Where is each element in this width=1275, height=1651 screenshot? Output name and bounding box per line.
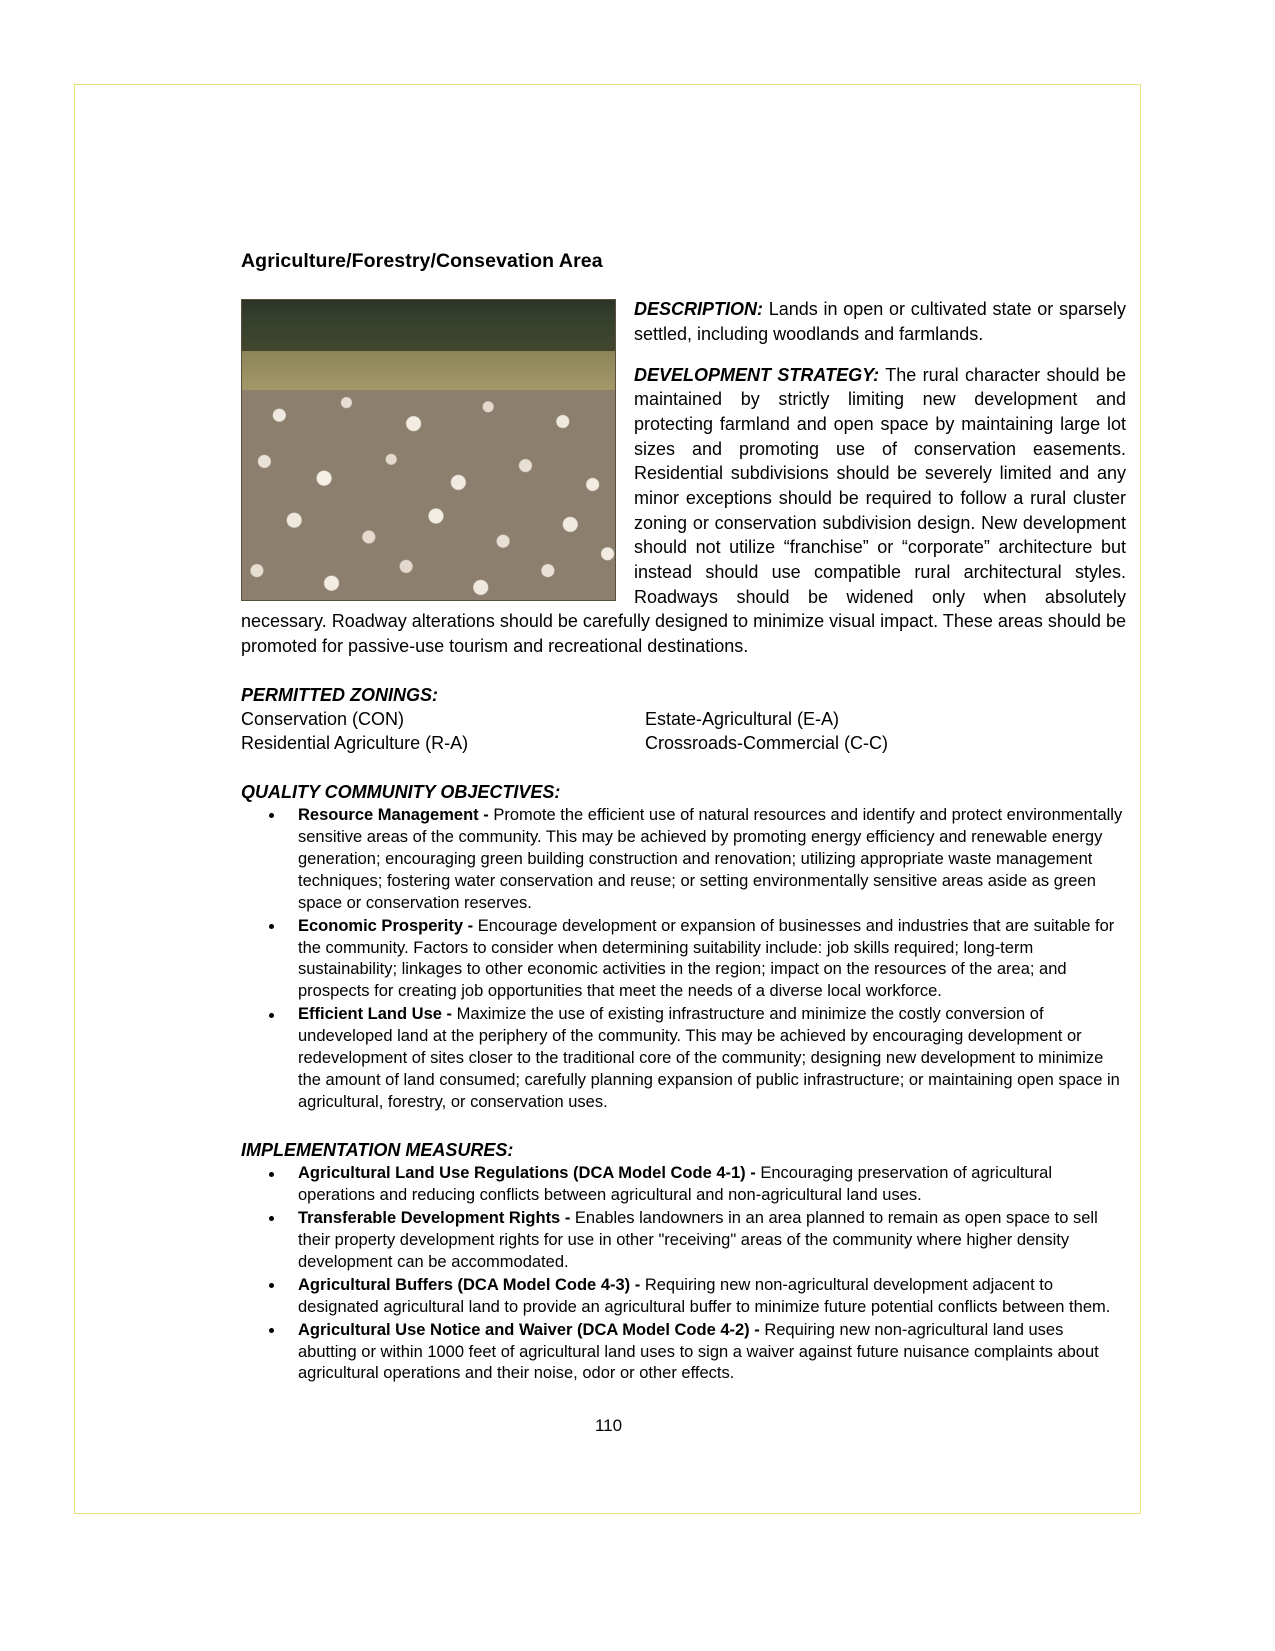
- measure-term: Transferable Development Rights -: [298, 1208, 575, 1227]
- measure-text: Requiring new non-agricultural development adjacent to designated agricultural land to provide an agricultural buffer to minimize future potential conflicts between them.: [298, 1275, 1111, 1316]
- photo-treeline: [242, 318, 615, 354]
- objective-text: Encourage development or expansion of businesses and industries that are suitable for the community. Factors to consider when determining suitability include: job skills required; long-term sustainability; linkages to other economic activities in the region; impact on the resources of the area; and prospects for creating job opportunities that meet the needs of a diverse local workforce.: [298, 916, 1115, 1001]
- zoning-estate-agricultural: Estate-Agricultural (E-A): [645, 708, 840, 729]
- quality-community-objectives-heading: QUALITY COMMUNITY OBJECTIVES:: [241, 781, 561, 802]
- page-content: [241, 250, 1126, 1386]
- description-label: DESCRIPTION:: [634, 299, 764, 320]
- permitted-zonings-heading: PERMITTED ZONINGS:: [241, 684, 438, 705]
- objective-text: Maximize the use of existing infrastructure and minimize the costly conversion of undeveloped land at the periphery of the community. This may be achieved by encouraging development or redevelopment of sites closer to the traditional core of the community; designing new development to minimize the amount of land consumed; carefully planning expansion of public infrastructure; or maintaining open space in agricultural, forestry, or conservation uses.: [298, 1005, 1120, 1112]
- bullet-icon: [269, 1013, 274, 1018]
- page-title: Agriculture/Forestry/Consevation Area: [241, 250, 603, 272]
- objective-term: Resource Management -: [298, 805, 494, 824]
- page-border-frame: [74, 84, 1141, 1514]
- bullet-icon: [269, 924, 274, 929]
- quality-community-objectives-list: [241, 805, 1126, 1114]
- measure-term: Agricultural Use Notice and Waiver (DCA Model Code 4-2) -: [298, 1320, 765, 1339]
- list-item: [241, 1275, 1126, 1319]
- list-item: [241, 1320, 1126, 1386]
- bullet-icon: [269, 1328, 274, 1333]
- development-strategy-text: The rural character should be maintained by strictly limiting new development and protecting farmland and open space by maintaining large lot sizes and promoting use of conservation easements. Residential subdivisions should be severely limited and any minor exceptions should be required to follow a rural cluster zoning or conservation subdivision design. New development should not utilize “franchise” or “corporate” architecture but instead should use compatible rural architectural styles. Roadways should be widened only when absolutely necessary. Roadway alterations should be carefully designed to minimize visual impact. These areas should be promoted for passive-use tourism and recreational destinations.: [241, 364, 1126, 656]
- page-number: 110: [594, 1416, 623, 1435]
- permitted-zonings-list: [241, 707, 1126, 756]
- measure-text: Enables landowners in an area planned to remain as open space to sell their property development rights for use in other "receiving" areas of the community where higher density development can be accommodated.: [298, 1208, 1098, 1271]
- measure-term: Agricultural Land Use Regulations (DCA Model Code 4-1) -: [298, 1164, 761, 1183]
- objective-term: Efficient Land Use -: [298, 1005, 457, 1024]
- cotton-field-photo: [241, 299, 616, 601]
- list-item: [241, 805, 1126, 915]
- measure-term: Agricultural Buffers (DCA Model Code 4-3) -: [298, 1275, 645, 1294]
- photo-cotton-rows: [242, 390, 615, 600]
- bullet-icon: [269, 1216, 274, 1221]
- zoning-residential-agriculture: Residential Agriculture (R-A): [241, 733, 469, 754]
- list-item: [241, 1208, 1126, 1274]
- implementation-measures-heading: IMPLEMENTATION MEASURES:: [241, 1140, 514, 1161]
- list-item: [241, 1163, 1126, 1207]
- objective-term: Economic Prosperity -: [298, 916, 478, 935]
- description-text: Lands in open or cultivated state or sparsely settled, including woodlands and farmlands.: [634, 299, 1126, 345]
- list-item: [241, 916, 1126, 1004]
- measure-text: Encouraging preservation of agricultural operations and reducing conflicts between agricultural and non-agricultural land uses.: [298, 1164, 1053, 1204]
- zoning-crossroads-commercial: Crossroads-Commercial (C-C): [645, 733, 889, 754]
- list-item: [241, 1004, 1126, 1114]
- bullet-icon: [269, 1172, 274, 1177]
- zoning-row: [241, 707, 1126, 732]
- development-strategy-label: DEVELOPMENT STRATEGY:: [634, 364, 880, 385]
- zoning-conservation: Conservation (CON): [241, 708, 405, 729]
- zoning-row: [241, 731, 1126, 756]
- intro-text-block: [241, 297, 1126, 658]
- implementation-measures-list: [241, 1163, 1126, 1385]
- measure-text: Requiring new non-agricultural land uses abutting or within 1000 feet of agricultural land uses to sign a waiver against future nuisance complaints about agricultural operations and their noise, odor or other effects.: [298, 1320, 1099, 1383]
- bullet-icon: [269, 1283, 274, 1288]
- bullet-icon: [269, 813, 274, 818]
- objective-text: Promote the efficient use of natural resources and identify and protect environmentally sensitive areas of the community. This may be achieved by promoting energy efficiency and renewable energy generation; encouraging green building construction and renovation; utilizing appropriate waste management techniques; fostering water conservation and reuse; or setting environmentally sensitive areas aside as green space or conservation reserves.: [298, 805, 1123, 912]
